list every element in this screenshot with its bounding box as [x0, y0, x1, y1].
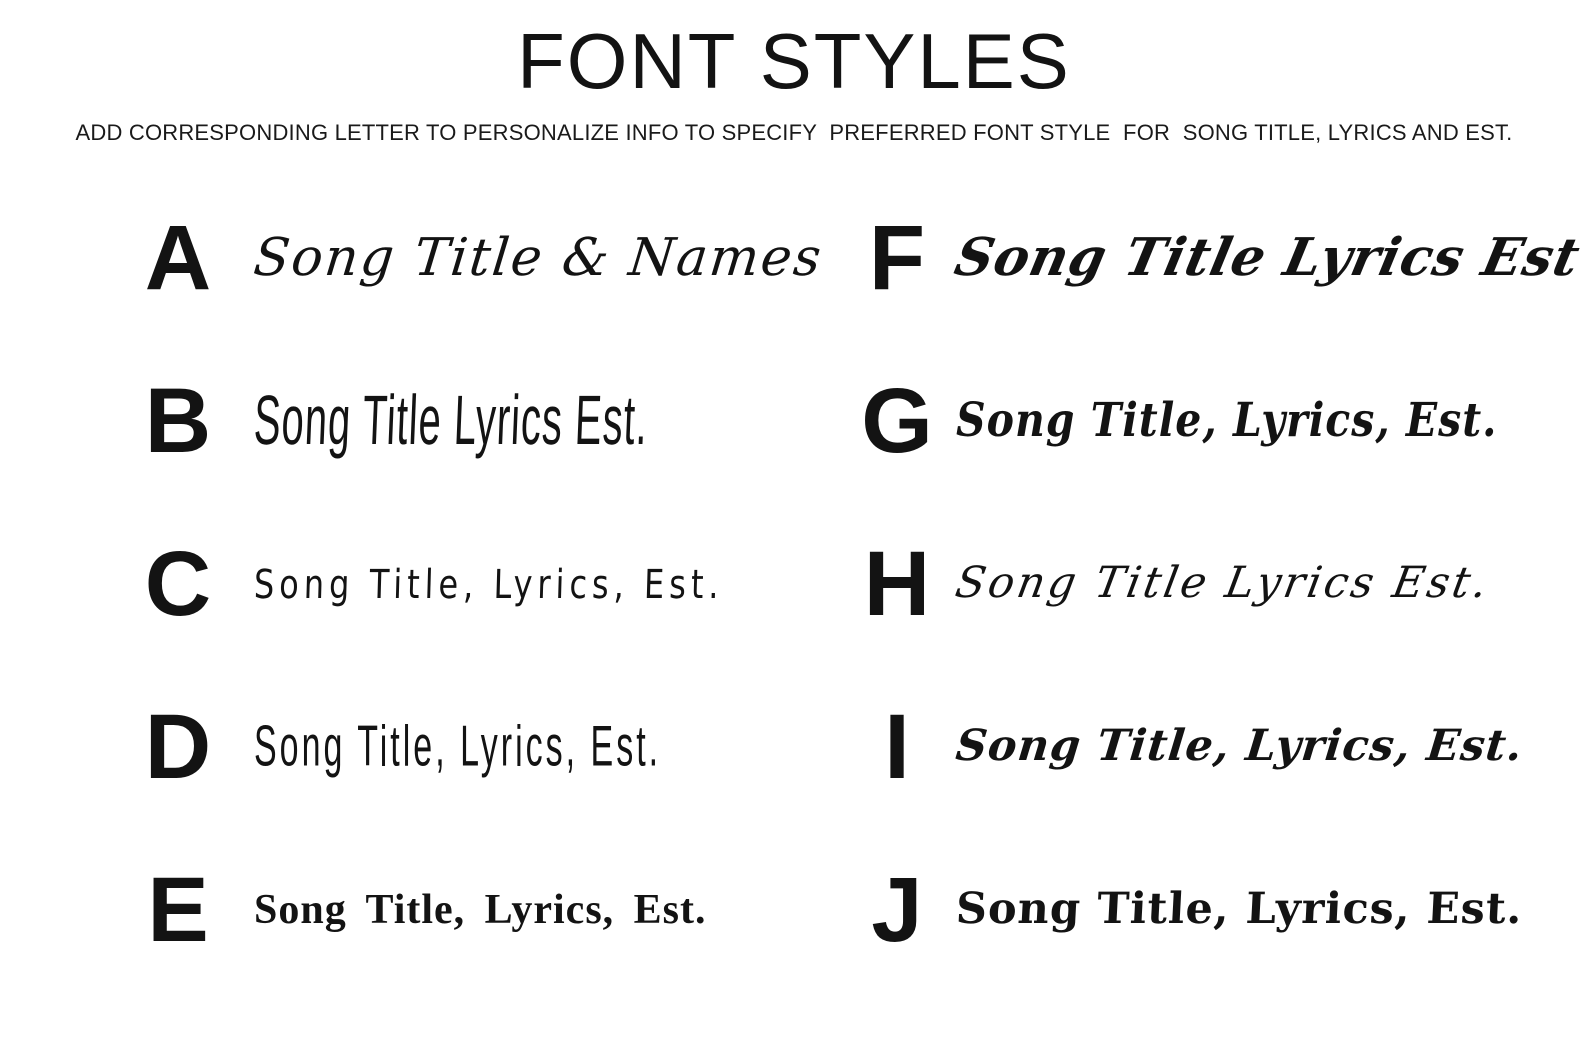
font-style-row-h: [794, 502, 1588, 665]
font-sample-f: Song Title Lyrics Est: [949, 226, 1586, 288]
font-option-letter-f: F: [868, 206, 926, 309]
font-sample-e: Song Title, Lyrics, Est.: [254, 886, 707, 933]
font-sample-h: Song Title Lyrics Est.: [951, 558, 1494, 608]
font-option-letter-i: I: [884, 695, 910, 798]
font-sample-j: Song Title, Lyrics, Est.: [954, 884, 1525, 934]
font-sample-d: Song Title, Lyrics, Est.: [254, 714, 662, 779]
font-option-letter-a: A: [144, 206, 212, 309]
font-style-row-b: [0, 339, 794, 502]
font-sample-a: Song Title & Names: [250, 227, 826, 288]
font-style-columns: [0, 176, 1588, 991]
font-style-row-j: [794, 828, 1588, 991]
font-style-row-d: [0, 665, 794, 828]
sheet-header: [0, 0, 1588, 146]
font-option-letter-h: H: [863, 532, 931, 635]
font-sample-b: Song Title Lyrics Est.: [252, 382, 650, 459]
font-option-letter-b: B: [144, 369, 212, 472]
font-option-letter-g: G: [861, 369, 933, 472]
page-subtitle: ADD CORRESPONDING LETTER TO PERSONALIZE INFO TO SPECIFY PREFERRED FONT STYLE FOR SONG TITLE, LYRICS AND EST.: [75, 120, 1513, 145]
font-style-row-c: [0, 502, 794, 665]
page-title: FONT STYLES: [517, 17, 1071, 105]
font-style-row-i: [794, 665, 1588, 828]
font-option-letter-j: J: [871, 858, 923, 961]
font-sample-i: Song Title, Lyrics, Est.: [953, 721, 1526, 771]
font-sample-c: Song Title, Lyrics, Est.: [253, 559, 725, 608]
font-style-column-left: [0, 176, 826, 991]
font-option-letter-c: C: [144, 532, 212, 635]
font-option-letter-e: E: [147, 858, 209, 961]
font-style-row-e: [0, 828, 794, 991]
font-style-row-g: [794, 339, 1588, 502]
font-style-row-a: [0, 176, 826, 339]
font-style-row-f: [794, 176, 1588, 339]
font-sample-g: Song Title, Lyrics, Est.: [956, 392, 1498, 448]
font-style-column-right: [794, 176, 1588, 991]
font-option-letter-d: D: [144, 695, 212, 798]
